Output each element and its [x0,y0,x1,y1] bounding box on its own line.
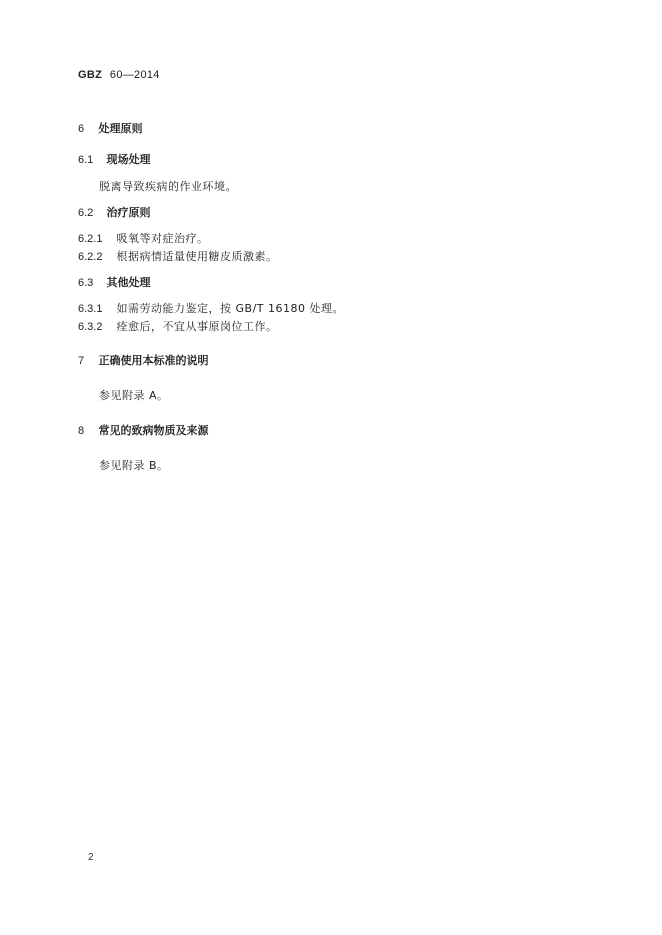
section-title: 正确使用本标准的说明 [98,354,209,367]
clause-number: 6.2.1 [78,233,103,245]
section-title: 治疗原则 [106,206,151,219]
section-6-3-1 [78,300,344,316]
section-number: 6.2 [78,207,94,219]
section-number: 6.3 [78,277,94,289]
section-title: 现场处理 [106,153,151,166]
section-number: 6 [78,123,85,135]
standard-number: 60—2014 [109,69,160,81]
clause-text: 吸氧等对症治疗。 [116,232,209,245]
page-header [78,68,160,81]
section-7-heading [78,352,209,368]
section-6-heading [78,120,143,136]
clause-number: 6.2.2 [78,251,103,263]
standard-code: GBZ [78,69,103,81]
section-number: 8 [78,425,85,437]
clause-number: 6.3.1 [78,303,103,315]
section-8-text: 参见附录 B。 [99,459,169,472]
clause-text: 痊愈后，不宜从事原岗位工作。 [116,320,278,333]
clause-text: 如需劳动能力鉴定，按 GB/T 16180 处理。 [116,302,344,315]
section-8-heading [78,422,209,438]
section-6-1-heading [78,151,151,167]
section-7-text: 参见附录 A。 [99,389,169,402]
clause-number: 6.3.2 [78,321,103,333]
section-number: 6.1 [78,154,94,166]
section-6-2-2 [78,248,278,264]
section-6-2-1 [78,230,209,246]
page-number: 2 [88,852,94,863]
section-number: 7 [78,355,85,367]
section-title: 常见的致病物质及来源 [98,424,209,437]
section-title: 其他处理 [106,276,151,289]
section-6-1-text: 脱离导致疾病的作业环境。 [99,180,237,193]
section-title: 处理原则 [98,122,143,135]
section-6-2-heading [78,204,151,220]
section-6-3-heading [78,274,151,290]
section-6-3-2 [78,318,278,334]
clause-text: 根据病情适量使用糖皮质激素。 [116,250,278,263]
